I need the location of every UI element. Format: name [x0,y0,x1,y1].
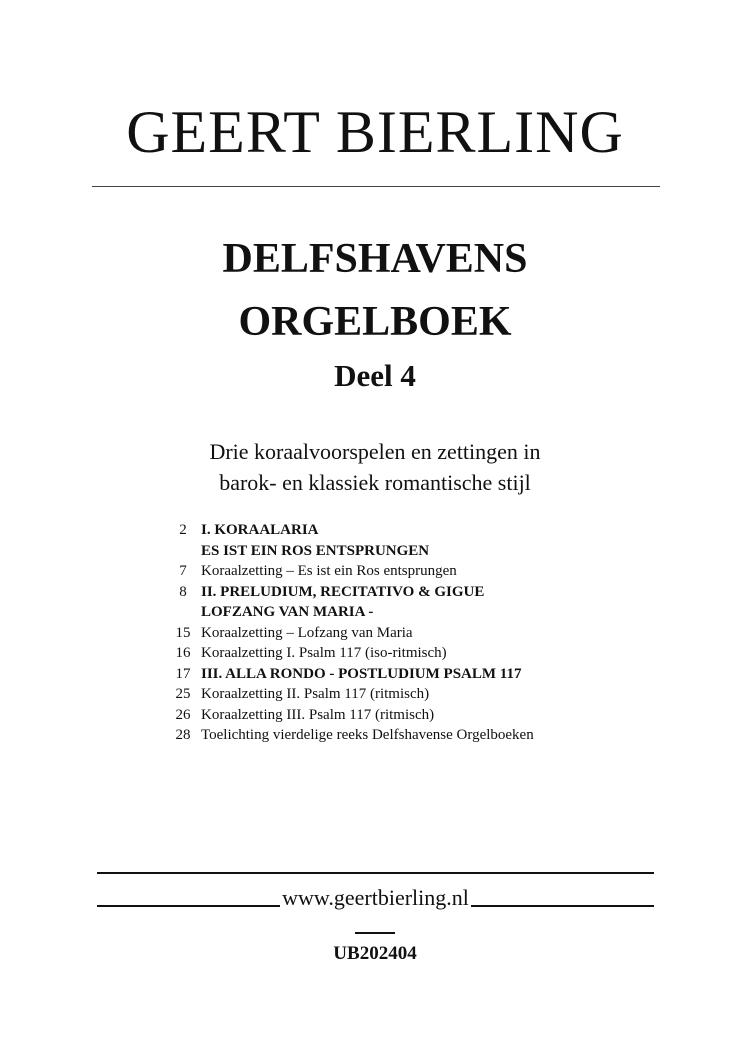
website-row [97,883,654,913]
toc-entry-title: Koraalzetting – Es ist ein Ros entsprungen [201,563,457,579]
toc-entry-title: I. KORAALARIA [201,522,319,538]
toc-page-number: 26 [175,706,191,723]
toc-entry-title: Koraalzetting – Lofzang van Maria [201,624,413,641]
toc-entry-title: III. ALLA RONDO - POSTLUDIUM PSALM 117 [201,665,522,682]
toc-page-number: 16 [175,645,191,661]
toc-entry [165,643,625,664]
toc-entry [165,623,625,644]
toc-entry-title: Koraalzetting II. Psalm 117 (ritmisch) [201,686,430,702]
toc-entry-title: II. PRELUDIUM, RECITATIVO & GIGUE [201,583,485,600]
toc-entry [165,561,625,582]
toc-entry [165,664,625,685]
toc-entry [165,705,625,726]
toc-entry-subtitle: LOFZANG VAN MARIA - [201,604,374,620]
toc-page-number: 2 [179,522,187,538]
toc-page-number: 8 [179,583,187,600]
toc-entry [165,725,625,746]
website-line-left [97,905,280,907]
website-line-right [471,905,654,907]
title-line-2: ORGELBOEK [238,299,512,345]
toc-page-number: 28 [175,727,191,743]
subtitle-line-2: barok- en klassiek romantische stijl [219,470,531,495]
composer-name: GEERT BIERLING [126,99,624,165]
top-divider [92,186,660,187]
short-divider [355,932,395,934]
toc-entry [165,684,625,705]
toc-entry-title: Koraalzetting III. Psalm 117 (ritmisch) [201,706,435,723]
catalog-code: UB202404 [333,943,417,964]
bottom-divider [97,872,654,874]
subtitle [0,436,750,498]
volume-label: Deel 4 [334,358,416,393]
toc-page-number: 7 [179,563,187,579]
table-of-contents [165,520,625,746]
toc-page-number: 15 [175,624,191,641]
toc-entry-title: Toelichting vierdelige reeks Delfshavense Orgelboeken [201,727,534,743]
subtitle-line-1: Drie koraalvoorspelen en zettingen in [209,439,541,464]
toc-page-number: 25 [175,686,191,702]
toc-entry [165,520,625,541]
toc-page-number: 17 [175,665,191,682]
toc-entry-title: Koraalzetting I. Psalm 117 (iso-ritmisch) [201,645,447,661]
website-link[interactable]: www.geertbierling.nl [282,885,469,910]
title-line-1: DELFSHAVENS [222,236,528,282]
toc-entry [165,582,625,603]
toc-entry-subtitle: ES IST EIN ROS ENTSPRUNGEN [201,542,430,559]
